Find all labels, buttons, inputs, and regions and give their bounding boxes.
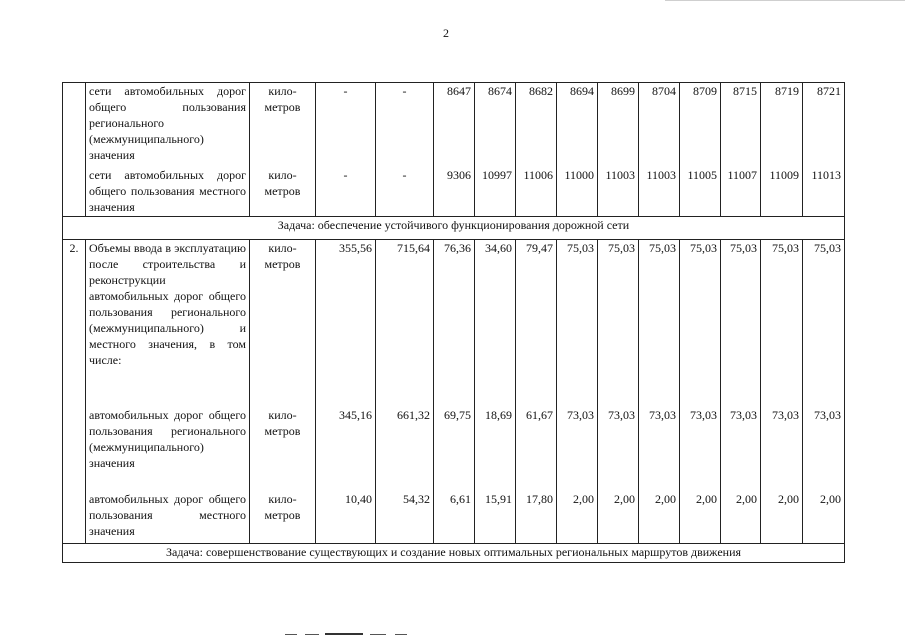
unit-cell: кило-метров (250, 240, 316, 407)
value-cell: 11007 (721, 167, 761, 217)
value-cell: 11003 (639, 167, 680, 217)
row-number (63, 491, 86, 544)
value-cell: 75,03 (803, 240, 845, 407)
value-cell: 11009 (761, 167, 803, 217)
value-cell: 79,47 (516, 240, 557, 407)
indicator-name: сети автомобильных дорог общего пользования регионального (межмуниципального) значения (86, 83, 250, 167)
page-number: 2 (443, 26, 449, 40)
value-cell: 715,64 (376, 240, 434, 407)
table-row (63, 83, 845, 167)
value-cell: - (376, 83, 434, 167)
row-number (63, 407, 86, 491)
value-cell: 73,03 (761, 407, 803, 491)
value-cell: 2,00 (598, 491, 639, 544)
value-cell: 75,03 (680, 240, 721, 407)
value-cell: 75,03 (639, 240, 680, 407)
value-cell: 73,03 (721, 407, 761, 491)
unit-cell: кило-метров (250, 167, 316, 217)
value-cell: 2,00 (761, 491, 803, 544)
value-cell: 17,80 (516, 491, 557, 544)
value-cell: 73,03 (557, 407, 598, 491)
value-cell: 76,36 (434, 240, 475, 407)
value-cell: 6,61 (434, 491, 475, 544)
indicator-name: Объемы ввода в эксплуатацию после строительства и реконструкции автомобильных дорог общего пользования регионального (межмуниципального) и местного значения, в том числе: (86, 240, 250, 407)
value-cell: 61,67 (516, 407, 557, 491)
indicators-table (62, 82, 845, 563)
value-cell: 73,03 (803, 407, 845, 491)
value-cell: 34,60 (475, 240, 516, 407)
value-cell: - (316, 167, 376, 217)
value-cell: 73,03 (598, 407, 639, 491)
value-cell: 18,69 (475, 407, 516, 491)
value-cell: 75,03 (721, 240, 761, 407)
unit-cell: кило-метров (250, 407, 316, 491)
value-cell: 69,75 (434, 407, 475, 491)
value-cell: 75,03 (598, 240, 639, 407)
value-cell: 8682 (516, 83, 557, 167)
scan-edge-mark (665, 0, 905, 1)
value-cell: 8719 (761, 83, 803, 167)
value-cell: 10997 (475, 167, 516, 217)
value-cell: 11006 (516, 167, 557, 217)
task-row (63, 544, 845, 563)
indicator-name: сети автомобильных дорог общего пользования местного значения (86, 167, 250, 217)
value-cell: 75,03 (761, 240, 803, 407)
table-row (63, 240, 845, 407)
value-cell: 10,40 (316, 491, 376, 544)
value-cell: 2,00 (803, 491, 845, 544)
value-cell: 355,56 (316, 240, 376, 407)
value-cell: - (316, 83, 376, 167)
row-number: 2. (63, 240, 86, 407)
value-cell: 8674 (475, 83, 516, 167)
table-row (63, 491, 845, 544)
scan-artifact-marks (285, 633, 425, 635)
value-cell: 8721 (803, 83, 845, 167)
value-cell: 11005 (680, 167, 721, 217)
value-cell: 8704 (639, 83, 680, 167)
value-cell: 2,00 (557, 491, 598, 544)
unit-cell: кило-метров (250, 491, 316, 544)
value-cell: 11000 (557, 167, 598, 217)
value-cell: 345,16 (316, 407, 376, 491)
value-cell: 8694 (557, 83, 598, 167)
value-cell: 11003 (598, 167, 639, 217)
value-cell: 8647 (434, 83, 475, 167)
value-cell: 8709 (680, 83, 721, 167)
value-cell: 9306 (434, 167, 475, 217)
task-heading: Задача: совершенствование существующих и создание новых оптимальных региональных маршрутов движения (63, 544, 845, 563)
value-cell: 2,00 (639, 491, 680, 544)
indicator-name: автомобильных дорог общего пользования местного значения (86, 491, 250, 544)
row-number (63, 83, 86, 167)
value-cell: 661,32 (376, 407, 434, 491)
value-cell: - (376, 167, 434, 217)
value-cell: 2,00 (721, 491, 761, 544)
value-cell: 8715 (721, 83, 761, 167)
value-cell: 73,03 (639, 407, 680, 491)
task-row (63, 217, 845, 240)
value-cell: 15,91 (475, 491, 516, 544)
value-cell: 75,03 (557, 240, 598, 407)
value-cell: 2,00 (680, 491, 721, 544)
value-cell: 54,32 (376, 491, 434, 544)
table-row (63, 167, 845, 217)
table-row (63, 407, 845, 491)
value-cell: 8699 (598, 83, 639, 167)
indicator-name: автомобильных дорог общего пользования регионального (межмуниципального) значения (86, 407, 250, 491)
unit-cell: кило-метров (250, 83, 316, 167)
row-number (63, 167, 86, 217)
task-heading: Задача: обеспечение устойчивого функционирования дорожной сети (63, 217, 845, 240)
value-cell: 11013 (803, 167, 845, 217)
value-cell: 73,03 (680, 407, 721, 491)
